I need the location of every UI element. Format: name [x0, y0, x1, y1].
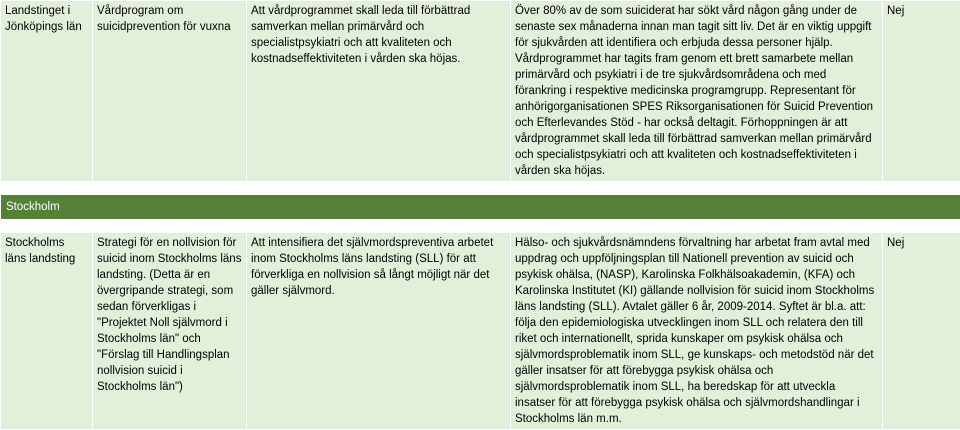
table-row: [1, 1, 960, 182]
section-header-row: [1, 195, 960, 220]
row-spacer: [1, 182, 960, 195]
row-spacer: [1, 220, 960, 233]
goal-cell: Att vårdprogrammet skall leda till förbättrad samverkan mellan primärvård och specialistpsykiatri och att kvaliteten och kostnadseffektiviteten i vården ska höjas.: [247, 1, 511, 182]
program-cell: Vårdprogram om suicidprevention för vuxna: [93, 1, 247, 182]
region-cell: Landstinget i Jönköpings län: [1, 1, 93, 182]
spacer-cell: [1, 182, 960, 195]
region-cell: Stockholms läns landsting: [1, 233, 93, 430]
goal-cell: Att intensifiera det självmordspreventiva arbetet inom Stockholms läns landsting (SLL) för att förverkliga en nollvision så långt möjligt när det gäller självmord.: [247, 233, 511, 430]
table-row: [1, 233, 960, 430]
answer-cell: Nej: [883, 1, 960, 182]
answer-cell: Nej: [883, 233, 960, 430]
section-header: Stockholm: [1, 195, 960, 220]
description-cell: Hälso- och sjukvårdsnämndens förvaltning har arbetat fram avtal med uppdrag och uppföljningsplan till Nationell prevention av suicid och psykisk ohälsa, (NASP), Karolinska Folkhälsoakademin, (KFA) och Karolinska Institutet (KI) gällande nollvision för suicid inom Stockholms läns landsting (SLL). Avtalet gäller 6 år, 2009-2014. Syftet är bl.a. att: följa den epidemiologiska utvecklingen inom SLL och relatera den till riket och internationellt, sprida kunskaper om psykisk ohälsa och självmordsproblematik inom SLL, ge kunskaps- och metodstöd när det gäller insatser för att förebygga psykisk ohälsa och självmordsproblematik inom SLL, ha beredskap för att utveckla insatser för att förebygga psykisk ohälsa och självmordshandlingar i Stockholms län m.m.: [511, 233, 883, 430]
description-cell: Över 80% av de som suiciderat har sökt vård någon gång under de senaste sex månaderna innan man tagit sitt liv. Det är en viktig uppgift för sjukvården att identifiera och erbjuda dessa personer hjälp. Vårdprogrammet har tagits fram genom ett brett samarbete mellan primärvård och psykiatri i de tre sjukvårdsområdena och med förankring i respektive medicinska programgrupp. Representant för anhörigorganisationen SPES Riksorganisationen för Suicid Prevention och Efterlevandes Stöd - har också deltagit. Förhoppningen är att vårdprogrammet skall leda till förbättrad samverkan mellan primärvård och specialistpsykiatri och att kvaliteten och kostnadseffektiviteten i vården ska höjas.: [511, 1, 883, 182]
spacer-cell: [1, 220, 960, 233]
program-cell: Strategi för en nollvision för suicid inom Stockholms läns landsting. (Detta är en övergripande strategi, som sedan förverkligas i "Projektet Noll självmord i Stockholms län" och "Förslag till Handlingsplan nollvision suicid i Stockholms län"): [93, 233, 247, 430]
